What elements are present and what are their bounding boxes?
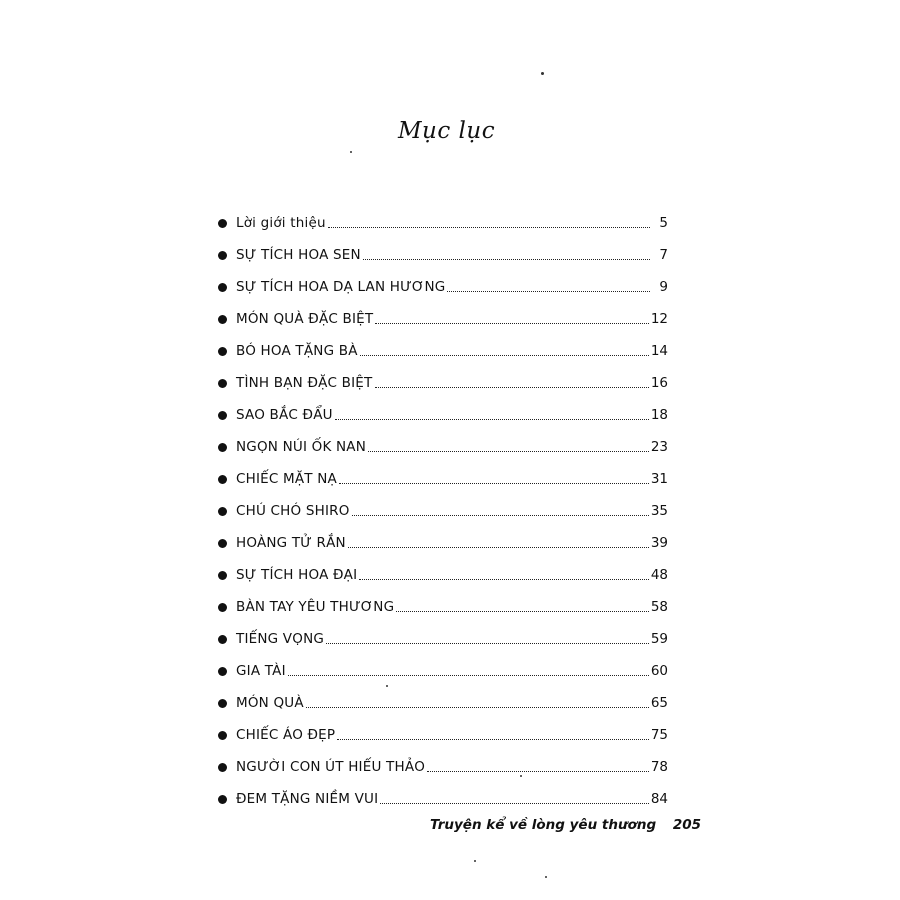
dot-leader: [359, 578, 649, 580]
bullet-icon: [218, 283, 227, 292]
toc-entry-page: 39: [650, 535, 668, 551]
dot-leader: [375, 386, 649, 388]
bullet-icon: [218, 507, 227, 516]
toc-entry-page: 14: [650, 343, 668, 359]
toc-entry: [218, 648, 668, 680]
bullet-icon: [218, 315, 227, 324]
toc-entry-title: ĐEM TẶNG NIỀM VUI: [236, 791, 379, 807]
toc-entry-title: SỰ TÍCH HOA SEN: [236, 247, 361, 263]
toc-entry: [218, 680, 668, 712]
toc-entry: [218, 200, 668, 232]
toc-entry-page: 18: [650, 407, 668, 423]
dot-leader: [352, 514, 649, 516]
dot-leader: [380, 802, 649, 804]
toc-entry-page: 23: [650, 439, 668, 455]
toc-entry: [218, 296, 668, 328]
page-footer: [430, 817, 701, 833]
dot-leader: [335, 418, 649, 420]
toc-entry-title: CHIẾC ÁO ĐẸP: [236, 727, 336, 743]
bullet-icon: [218, 347, 227, 356]
toc-entry-page: 48: [650, 567, 668, 583]
bullet-icon: [218, 251, 227, 260]
toc-entry-page: 84: [650, 791, 668, 807]
toc-entry-title: BÓ HOA TẶNG BÀ: [236, 343, 358, 359]
toc-entry-page: 9: [659, 279, 668, 295]
toc-entry: [218, 264, 668, 296]
toc-entry: [218, 360, 668, 392]
toc-entry: [218, 552, 668, 584]
scan-speck: [474, 860, 476, 862]
bullet-icon: [218, 635, 227, 644]
toc-entry: [218, 520, 668, 552]
bullet-icon: [218, 731, 227, 740]
toc-entry-title: NGỌN NÚI ỐK NAN: [236, 439, 367, 455]
bullet-icon: [218, 699, 227, 708]
toc-entry-title: Lời giới thiệu: [236, 215, 326, 231]
toc-entry-page: 5: [659, 215, 668, 231]
toc-entry-title: MÓN QUÀ ĐẶC BIỆT: [236, 311, 374, 327]
toc-entry-title: CHÚ CHÓ SHIRO: [236, 503, 350, 519]
dot-leader: [368, 450, 649, 452]
table-of-contents: [218, 200, 668, 808]
scan-speck: [541, 72, 544, 75]
dot-leader: [396, 610, 649, 612]
toc-entry-title: SAO BẮC ĐẨU: [236, 407, 333, 423]
toc-entry-page: 35: [650, 503, 668, 519]
toc-entry: [218, 232, 668, 264]
bullet-icon: [218, 411, 227, 420]
dot-leader: [360, 354, 649, 356]
toc-entry-title: MÓN QUÀ: [236, 695, 304, 711]
toc-entry-title: CHIẾC MẶT NẠ: [236, 471, 337, 487]
toc-entry-title: SỰ TÍCH HOA DẠ LAN HƯƠNG: [236, 279, 446, 295]
toc-entry-title: TÌNH BẠN ĐẶC BIỆT: [236, 375, 373, 391]
toc-entry-title: BÀN TAY YÊU THƯƠNG: [236, 599, 395, 615]
scan-speck: [350, 151, 352, 153]
toc-entry: [218, 584, 668, 616]
dot-leader: [306, 706, 649, 708]
toc-entry: [218, 328, 668, 360]
toc-entry-page: 16: [650, 375, 668, 391]
toc-entry: [218, 744, 668, 776]
bullet-icon: [218, 603, 227, 612]
toc-entry: [218, 776, 668, 808]
bullet-icon: [218, 475, 227, 484]
bullet-icon: [218, 539, 227, 548]
dot-leader: [427, 770, 649, 772]
bullet-icon: [218, 763, 227, 772]
toc-entry-page: 7: [659, 247, 668, 263]
dot-leader: [375, 322, 648, 324]
toc-entry-title: NGƯỜI CON ÚT HIẾU THẢO: [236, 759, 426, 775]
toc-entry-title: GIA TÀI: [236, 663, 286, 679]
page-number: 205: [672, 817, 702, 833]
scan-speck: [386, 685, 388, 687]
dot-leader: [326, 642, 649, 644]
scan-speck: [545, 876, 547, 878]
toc-entry-page: 60: [650, 663, 668, 679]
bullet-icon: [218, 795, 227, 804]
page-title: Mục lục: [398, 118, 496, 144]
toc-entry: [218, 616, 668, 648]
dot-leader: [447, 290, 650, 292]
dot-leader: [328, 226, 650, 228]
scan-speck: [520, 775, 522, 777]
toc-entry-title: HOÀNG TỬ RẮN: [236, 535, 346, 551]
toc-entry: [218, 424, 668, 456]
bullet-icon: [218, 219, 227, 228]
dot-leader: [348, 546, 649, 548]
bullet-icon: [218, 443, 227, 452]
toc-entry: [218, 392, 668, 424]
dot-leader: [339, 482, 649, 484]
dot-leader: [337, 738, 649, 740]
toc-entry-page: 78: [650, 759, 668, 775]
toc-entry: [218, 456, 668, 488]
dot-leader: [363, 258, 650, 260]
bullet-icon: [218, 379, 227, 388]
toc-entry-title: TIẾNG VỌNG: [236, 631, 325, 647]
toc-entry: [218, 712, 668, 744]
toc-entry-page: 58: [650, 599, 668, 615]
toc-entry-page: 65: [650, 695, 668, 711]
toc-entry-title: SỰ TÍCH HOA ĐẠI: [236, 567, 358, 583]
bullet-icon: [218, 571, 227, 580]
bullet-icon: [218, 667, 227, 676]
toc-entry-page: 31: [650, 471, 668, 487]
toc-entry-page: 59: [650, 631, 668, 647]
toc-entry-page: 12: [650, 311, 668, 327]
toc-entry: [218, 488, 668, 520]
running-book-title: Truyện kể về lòng yêu thương: [430, 817, 657, 833]
toc-entry-page: 75: [650, 727, 668, 743]
dot-leader: [288, 674, 649, 676]
